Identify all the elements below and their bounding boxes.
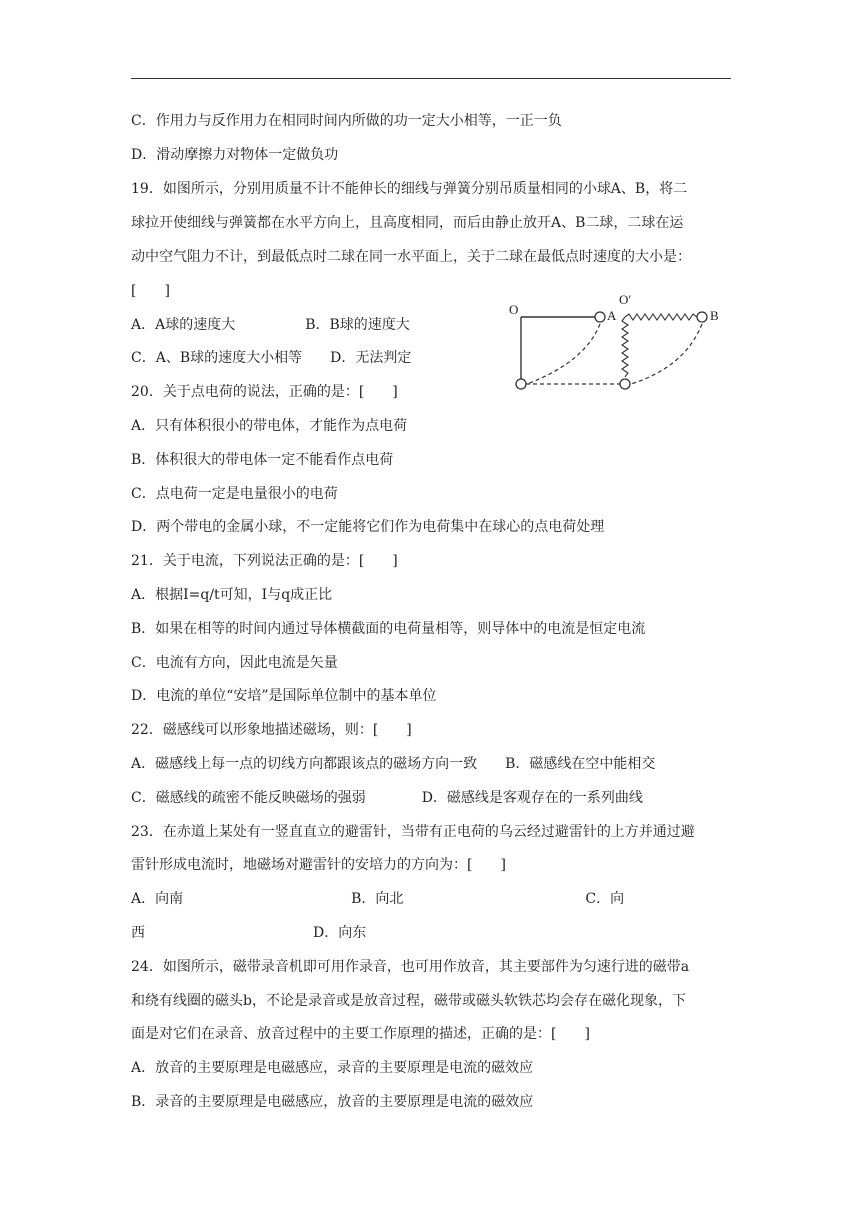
question-19-line-2: 球拉开使细线与弹簧都在水平方向上，且高度相同，而后由静止放开A、B二球，二球在运 — [131, 215, 684, 231]
question-19-line-1: 19．如图所示，分别用质量不计不能伸长的细线与弹簧分别吊质量相同的小球A、B，将二 — [131, 181, 688, 197]
question-20: 20．关于点电荷的说法，正确的是：[ ] — [131, 384, 398, 400]
option-20b: B．体积很大的带电体一定不能看作点电荷 — [131, 452, 394, 468]
ball-a-start — [595, 312, 605, 322]
header-rule — [131, 78, 731, 79]
option-20a: A．只有体积很小的带电体，才能作为点电荷 — [131, 418, 408, 434]
option-21a: A．根据I=q/t可知，I与q成正比 — [131, 587, 333, 603]
pendulum-spring-figure — [505, 292, 735, 394]
question-19-line-3: 动中空气阻力不计，到最低点时二球在同一水平面上，关于二球在最低点时速度的大小是： — [131, 249, 691, 265]
options-22-cd: C．磁感线的疏密不能反映磁场的强弱 D．磁感线是客观存在的一系列曲线 — [131, 790, 643, 806]
options-19-ab: A．A球的速度大 B．B球的速度大 — [131, 317, 410, 333]
label-o: O — [509, 302, 519, 317]
question-23-line-1: 23．在赤道上某处有一竖直直立的避雷针，当带有正电荷的乌云经过避雷针的上方并通过避 — [131, 824, 695, 840]
question-24-line-2: 和绕有线圈的磁头b，不论是录音或是放音过程，磁带或磁头软铁芯均会存在磁化现象，下 — [131, 993, 686, 1009]
option-24b: B．录音的主要原理是电磁感应，放音的主要原理是电流的磁效应 — [131, 1094, 534, 1110]
question-21: 21．关于电流，下列说法正确的是：[ ] — [131, 553, 398, 569]
question-19-bracket: [ ] — [131, 283, 170, 299]
option-21d: D．电流的单位“安培”是国际单位制中的基本单位 — [131, 688, 437, 704]
options-23-abc: A．向南 B．向北 C．向 — [131, 891, 625, 907]
option-18d: D．滑动摩擦力对物体一定做负功 — [131, 147, 339, 163]
option-21c: C．电流有方向，因此电流是矢量 — [131, 655, 338, 671]
label-b: B — [710, 308, 719, 323]
options-22-ab: A．磁感线上每一点的切线方向都跟该点的磁场方向一致 B．磁感线在空中能相交 — [131, 756, 656, 772]
question-23-line-2: 雷针形成电流时，地磁场对避雷针的安培力的方向为：[ ] — [131, 857, 506, 873]
options-19-cd: C．A、B球的速度大小相等 D．无法判定 — [131, 350, 412, 366]
question-22: 22．磁感线可以形象地描述磁场，则：[ ] — [131, 722, 412, 738]
label-a: A — [607, 308, 617, 323]
spring-horizontal — [625, 314, 697, 320]
option-20d: D．两个带电的金属小球，不一定能将它们作为电荷集中在球心的点电荷处理 — [131, 519, 605, 535]
option-20c: C．点电荷一定是电量很小的电荷 — [131, 486, 338, 502]
ball-b-path — [631, 324, 702, 384]
ball-a-path — [527, 324, 600, 384]
ball-b-bottom — [620, 379, 630, 389]
question-24-line-3: 面是对它们在录音、放音过程中的主要工作原理的描述，正确的是：[ ] — [131, 1026, 590, 1042]
options-23-d: 西 D．向东 — [131, 925, 367, 941]
question-24-line-1: 24．如图所示，磁带录音机即可用作录音，也可用作放音，其主要部件为匀速行进的磁带a — [131, 959, 690, 975]
spring-vertical — [622, 317, 628, 377]
ball-b-start — [697, 312, 707, 322]
option-21b: B．如果在相等的时间内通过导体横截面的电荷量相等，则导体中的电流是恒定电流 — [131, 621, 646, 637]
label-o-prime: O′ — [619, 292, 632, 307]
option-24a: A．放音的主要原理是电磁感应，录音的主要原理是电流的磁效应 — [131, 1060, 534, 1076]
option-18c: C．作用力与反作用力在相同时间内所做的功一定大小相等，一正一负 — [131, 113, 562, 129]
ball-a-bottom — [516, 379, 526, 389]
